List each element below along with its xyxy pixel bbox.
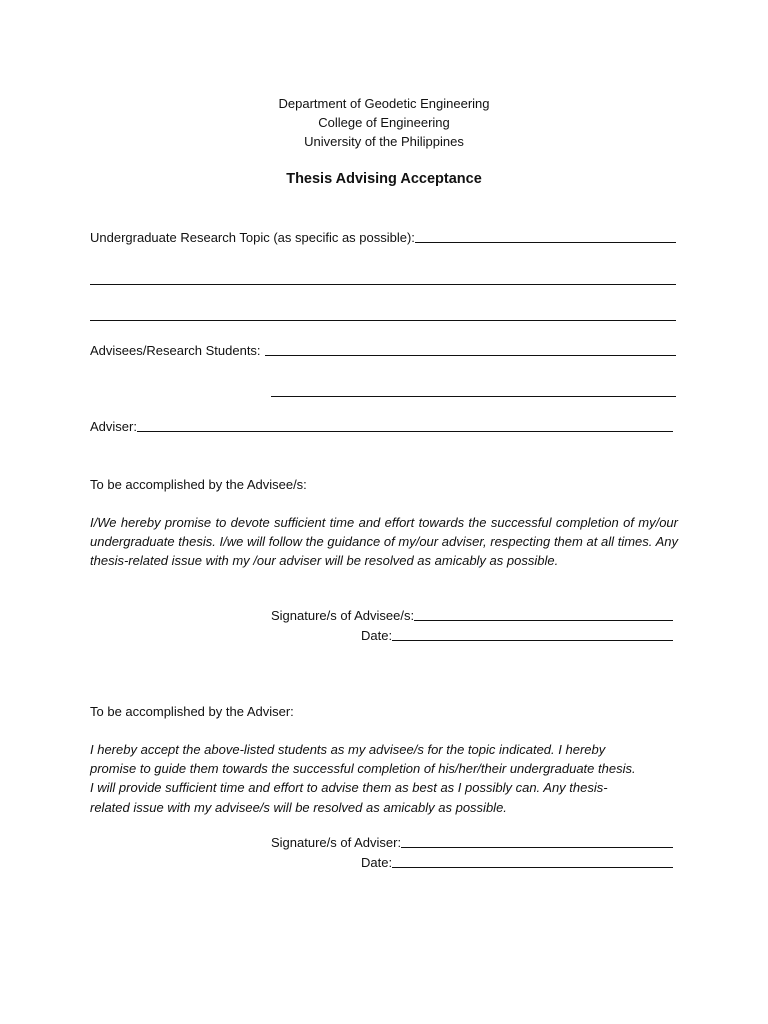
adviser-label: Adviser: xyxy=(90,419,137,434)
research-topic-field xyxy=(90,230,676,245)
document-header xyxy=(0,94,768,151)
adviser-date-label: Date: xyxy=(361,855,393,870)
advisee-date-field xyxy=(361,628,673,643)
advisees-field xyxy=(90,343,676,358)
adviser-section-heading: To be accomplished by the Adviser: xyxy=(90,704,294,719)
adviser-field xyxy=(90,419,673,434)
adviser-pledge-line: I will provide sufficient time and effort to advise them as best as I possibly can. Any thesis- xyxy=(90,780,608,796)
research-topic-blank-3[interactable] xyxy=(90,320,676,321)
research-topic-blank-2[interactable] xyxy=(90,284,676,285)
adviser-date-field xyxy=(361,855,673,870)
adviser-date-blank[interactable] xyxy=(392,855,673,868)
document-title: Thesis Advising Acceptance xyxy=(286,171,482,187)
adviser-blank[interactable] xyxy=(137,419,673,432)
adviser-pledge-line: I hereby accept the above-listed students as my advisee/s for the topic indicated. I hereby xyxy=(90,742,606,757)
advisee-date-label: Date: xyxy=(361,628,393,643)
research-topic-label: Undergraduate Research Topic (as specific as possible): xyxy=(90,230,415,245)
advisee-signature-label: Signature/s of Advisee/s: xyxy=(271,608,415,623)
adviser-pledge-line: promise to guide them towards the successful completion of his/her/their undergraduate thesis. xyxy=(90,761,636,777)
adviser-signature-label: Signature/s of Adviser: xyxy=(271,835,402,850)
department-name: Department of Geodetic Engineering xyxy=(278,96,490,111)
advisees-blank-1[interactable] xyxy=(265,343,676,356)
adviser-pledge-line: related issue with my advisee/s will be resolved as amicably as possible. xyxy=(90,799,507,815)
advisees-label: Advisees/Research Students: xyxy=(90,343,261,358)
advisees-blank-2[interactable] xyxy=(271,396,676,397)
advisee-date-blank[interactable] xyxy=(392,628,673,641)
advisee-pledge-paragraph: I/We hereby promise to devote sufficient time and effort towards the successful completion of my/our undergraduate thesis. I/we will follow the guidance of my/our adviser, respecting them at all times. Any thesis-related issue with my /our adviser will be resolved as amicably as possible. xyxy=(90,515,678,569)
advisee-signature-field xyxy=(271,608,673,623)
adviser-pledge-paragraph xyxy=(90,740,690,817)
adviser-signature-field xyxy=(271,835,673,850)
college-name: College of Engineering xyxy=(318,115,450,130)
adviser-signature-blank[interactable] xyxy=(401,835,673,848)
advisee-section-heading: To be accomplished by the Advisee/s: xyxy=(90,477,307,492)
research-topic-blank-1[interactable] xyxy=(415,230,676,243)
advisee-signature-blank[interactable] xyxy=(414,608,673,621)
university-name: University of the Philippines xyxy=(304,134,464,149)
